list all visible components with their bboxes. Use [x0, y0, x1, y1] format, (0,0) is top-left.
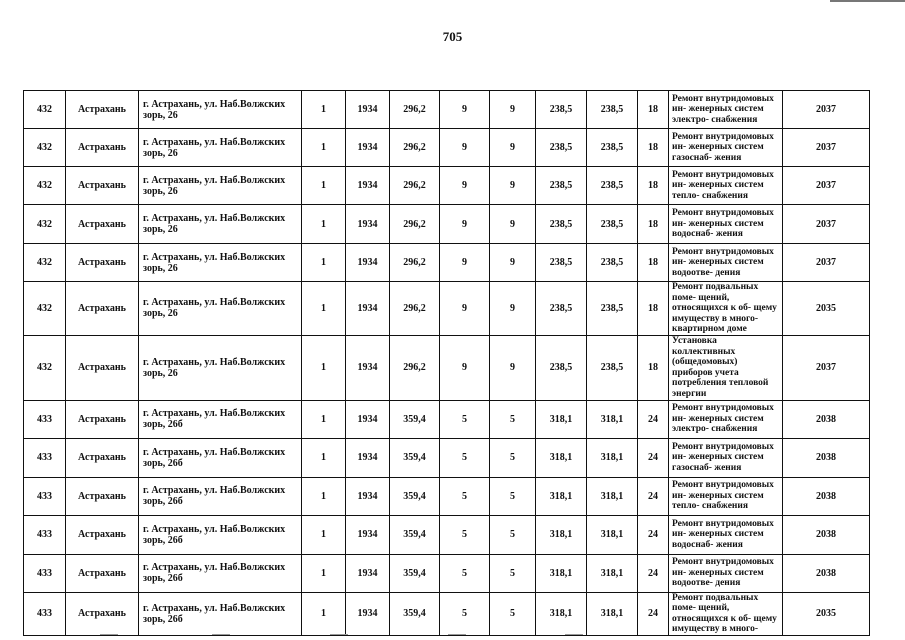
cell-city: Астрахань: [66, 400, 139, 438]
cell-year: 1934: [346, 554, 390, 592]
cell-plan-year: 2038: [783, 515, 870, 554]
cell-year: 1934: [346, 515, 390, 554]
table-row: [24, 592, 870, 635]
cell-plan-year: 2038: [783, 477, 870, 515]
cell-value-1: 238,5: [536, 335, 587, 400]
cell-count-4: 24: [638, 554, 669, 592]
cell-work-type: Ремонт внутридомовых ин- женерных систем водоснаб- жения: [669, 515, 783, 554]
cell-value-1: 238,5: [536, 282, 587, 336]
cell-plan-year: 2037: [783, 244, 870, 282]
cell-value-2: 318,1: [587, 515, 638, 554]
cell-count-2: 9: [440, 129, 490, 167]
cell-city: Астрахань: [66, 167, 139, 205]
cell-number: 433: [24, 400, 66, 438]
cell-value-2: 318,1: [587, 554, 638, 592]
cell-value-2: 238,5: [587, 91, 638, 129]
cell-value-2: 238,5: [587, 282, 638, 336]
cell-count-2: 5: [440, 477, 490, 515]
cell-count-4: 18: [638, 205, 669, 244]
cell-count-1: 1: [302, 438, 346, 477]
cell-work-type: Ремонт внутридомовых ин- женерных систем газоснаб- жения: [669, 438, 783, 477]
cell-number: 433: [24, 592, 66, 635]
cell-work-type: Установка коллективных (общедомовых) приборов учета потребления тепловой энергии: [669, 335, 783, 400]
table-row: [24, 282, 870, 336]
cell-area: 359,4: [390, 438, 440, 477]
cell-work-type: Ремонт внутридомовых ин- женерных систем водоснаб- жения: [669, 205, 783, 244]
cell-number: 433: [24, 438, 66, 477]
cell-value-1: 238,5: [536, 205, 587, 244]
cell-plan-year: 2035: [783, 592, 870, 635]
table-row: [24, 554, 870, 592]
table-row: [24, 438, 870, 477]
cell-address: г. Астрахань, ул. Наб.Волжских зорь, 26б: [139, 477, 302, 515]
repair-schedule-table: [23, 90, 870, 636]
cell-address: г. Астрахань, ул. Наб.Волжских зорь, 26: [139, 335, 302, 400]
cell-value-2: 318,1: [587, 400, 638, 438]
cell-count-2: 9: [440, 205, 490, 244]
cell-count-2: 5: [440, 438, 490, 477]
cell-work-type: Ремонт внутридомовых ин- женерных систем водоотве- дения: [669, 554, 783, 592]
cell-plan-year: 2037: [783, 335, 870, 400]
cell-address: г. Астрахань, ул. Наб.Волжских зорь, 26б: [139, 592, 302, 635]
cell-count-1: 1: [302, 477, 346, 515]
cell-address: г. Астрахань, ул. Наб.Волжских зорь, 26б: [139, 400, 302, 438]
cell-count-2: 9: [440, 91, 490, 129]
cell-work-type: Ремонт внутридомовых ин- женерных систем газоснаб- жения: [669, 129, 783, 167]
cell-area: 296,2: [390, 205, 440, 244]
cell-plan-year: 2038: [783, 438, 870, 477]
cell-count-3: 5: [490, 477, 536, 515]
corner-scan-mark: [830, 0, 905, 2]
cell-number: 432: [24, 129, 66, 167]
cell-number: 432: [24, 91, 66, 129]
cell-year: 1934: [346, 167, 390, 205]
cell-value-1: 238,5: [536, 91, 587, 129]
cell-value-1: 238,5: [536, 129, 587, 167]
cell-count-2: 9: [440, 167, 490, 205]
cell-city: Астрахань: [66, 129, 139, 167]
cell-city: Астрахань: [66, 515, 139, 554]
cell-count-2: 9: [440, 335, 490, 400]
cell-work-type: Ремонт внутридомовых ин- женерных систем тепло- снабжения: [669, 477, 783, 515]
table-row: [24, 335, 870, 400]
cell-plan-year: 2038: [783, 400, 870, 438]
cell-address: г. Астрахань, ул. Наб.Волжских зорь, 26: [139, 129, 302, 167]
cell-year: 1934: [346, 400, 390, 438]
cell-number: 432: [24, 282, 66, 336]
cell-count-1: 1: [302, 400, 346, 438]
cell-count-4: 18: [638, 244, 669, 282]
cell-count-4: 18: [638, 282, 669, 336]
cell-count-2: 9: [440, 282, 490, 336]
cell-count-4: 24: [638, 438, 669, 477]
cell-value-2: 238,5: [587, 129, 638, 167]
cell-count-3: 5: [490, 438, 536, 477]
table-row: [24, 400, 870, 438]
cell-count-1: 1: [302, 244, 346, 282]
cell-work-type: Ремонт внутридомовых ин- женерных систем тепло- снабжения: [669, 167, 783, 205]
cell-count-1: 1: [302, 91, 346, 129]
cell-year: 1934: [346, 129, 390, 167]
cell-value-1: 318,1: [536, 515, 587, 554]
cell-work-type: Ремонт подвальных поме- щений, относящихся к об- щему имуществу в много-: [669, 592, 783, 635]
cell-city: Астрахань: [66, 438, 139, 477]
cell-address: г. Астрахань, ул. Наб.Волжских зорь, 26: [139, 282, 302, 336]
table-body: [24, 91, 870, 636]
cell-count-3: 5: [490, 554, 536, 592]
cell-city: Астрахань: [66, 282, 139, 336]
cell-count-3: 9: [490, 91, 536, 129]
cell-work-type: Ремонт внутридомовых ин- женерных систем электро- снабжения: [669, 91, 783, 129]
cell-count-1: 1: [302, 592, 346, 635]
cell-value-2: 318,1: [587, 592, 638, 635]
cell-count-1: 1: [302, 335, 346, 400]
cell-area: 359,4: [390, 592, 440, 635]
cell-area: 296,2: [390, 335, 440, 400]
cell-count-2: 9: [440, 244, 490, 282]
cell-address: г. Астрахань, ул. Наб.Волжских зорь, 26: [139, 167, 302, 205]
cell-count-1: 1: [302, 554, 346, 592]
cell-number: 432: [24, 335, 66, 400]
cell-count-4: 18: [638, 91, 669, 129]
cell-count-3: 9: [490, 205, 536, 244]
cell-area: 359,4: [390, 400, 440, 438]
cell-number: 432: [24, 205, 66, 244]
cell-year: 1934: [346, 335, 390, 400]
cell-address: г. Астрахань, ул. Наб.Волжских зорь, 26б: [139, 515, 302, 554]
cell-area: 359,4: [390, 554, 440, 592]
cell-plan-year: 2038: [783, 554, 870, 592]
cell-count-3: 9: [490, 244, 536, 282]
cell-count-3: 9: [490, 167, 536, 205]
cell-count-3: 9: [490, 282, 536, 336]
cell-value-1: 318,1: [536, 400, 587, 438]
cell-count-3: 5: [490, 515, 536, 554]
cell-city: Астрахань: [66, 554, 139, 592]
cell-city: Астрахань: [66, 205, 139, 244]
cell-plan-year: 2037: [783, 91, 870, 129]
cell-number: 433: [24, 515, 66, 554]
cell-year: 1934: [346, 592, 390, 635]
cell-year: 1934: [346, 91, 390, 129]
cell-count-1: 1: [302, 129, 346, 167]
cell-address: г. Астрахань, ул. Наб.Волжских зорь, 26б: [139, 554, 302, 592]
cell-area: 296,2: [390, 167, 440, 205]
cell-count-4: 18: [638, 129, 669, 167]
cell-area: 296,2: [390, 282, 440, 336]
cell-count-4: 18: [638, 167, 669, 205]
table-row: [24, 129, 870, 167]
cell-value-2: 318,1: [587, 477, 638, 515]
table-row: [24, 205, 870, 244]
table-row: [24, 167, 870, 205]
cell-plan-year: 2035: [783, 282, 870, 336]
bottom-scan-marks: [0, 634, 905, 640]
cell-year: 1934: [346, 244, 390, 282]
cell-number: 432: [24, 244, 66, 282]
table-row: [24, 244, 870, 282]
cell-value-1: 238,5: [536, 167, 587, 205]
cell-count-2: 5: [440, 592, 490, 635]
cell-area: 296,2: [390, 129, 440, 167]
cell-plan-year: 2037: [783, 129, 870, 167]
cell-year: 1934: [346, 205, 390, 244]
cell-city: Астрахань: [66, 477, 139, 515]
cell-count-4: 18: [638, 335, 669, 400]
cell-value-2: 238,5: [587, 167, 638, 205]
cell-value-2: 238,5: [587, 205, 638, 244]
cell-count-3: 9: [490, 129, 536, 167]
cell-count-4: 24: [638, 592, 669, 635]
cell-count-4: 24: [638, 400, 669, 438]
cell-value-1: 318,1: [536, 592, 587, 635]
cell-work-type: Ремонт подвальных поме- щений, относящихся к об- щему имуществу в много- квартирном доме: [669, 282, 783, 336]
page-number: 705: [442, 29, 463, 44]
cell-area: 296,2: [390, 91, 440, 129]
cell-count-3: 5: [490, 400, 536, 438]
cell-count-4: 24: [638, 477, 669, 515]
table-row: [24, 477, 870, 515]
cell-count-3: 5: [490, 592, 536, 635]
cell-city: Астрахань: [66, 592, 139, 635]
cell-area: 359,4: [390, 477, 440, 515]
cell-area: 359,4: [390, 515, 440, 554]
cell-city: Астрахань: [66, 335, 139, 400]
cell-value-1: 318,1: [536, 554, 587, 592]
cell-value-2: 238,5: [587, 244, 638, 282]
table-row: [24, 91, 870, 129]
cell-count-1: 1: [302, 167, 346, 205]
cell-count-3: 9: [490, 335, 536, 400]
cell-area: 296,2: [390, 244, 440, 282]
cell-plan-year: 2037: [783, 205, 870, 244]
cell-address: г. Астрахань, ул. Наб.Волжских зорь, 26: [139, 205, 302, 244]
cell-count-1: 1: [302, 205, 346, 244]
cell-city: Астрахань: [66, 91, 139, 129]
cell-address: г. Астрахань, ул. Наб.Волжских зорь, 26: [139, 91, 302, 129]
cell-value-1: 318,1: [536, 438, 587, 477]
cell-work-type: Ремонт внутридомовых ин- женерных систем электро- снабжения: [669, 400, 783, 438]
cell-count-1: 1: [302, 515, 346, 554]
cell-plan-year: 2037: [783, 167, 870, 205]
cell-number: 433: [24, 554, 66, 592]
cell-work-type: Ремонт внутридомовых ин- женерных систем водоотве- дения: [669, 244, 783, 282]
cell-value-2: 318,1: [587, 438, 638, 477]
cell-count-1: 1: [302, 282, 346, 336]
cell-count-2: 5: [440, 400, 490, 438]
cell-count-2: 5: [440, 515, 490, 554]
cell-address: г. Астрахань, ул. Наб.Волжских зорь, 26: [139, 244, 302, 282]
cell-value-2: 238,5: [587, 335, 638, 400]
table-row: [24, 515, 870, 554]
cell-count-2: 5: [440, 554, 490, 592]
cell-number: 433: [24, 477, 66, 515]
cell-number: 432: [24, 167, 66, 205]
cell-value-1: 318,1: [536, 477, 587, 515]
cell-city: Астрахань: [66, 244, 139, 282]
cell-year: 1934: [346, 282, 390, 336]
cell-address: г. Астрахань, ул. Наб.Волжских зорь, 26б: [139, 438, 302, 477]
cell-count-4: 24: [638, 515, 669, 554]
cell-year: 1934: [346, 477, 390, 515]
cell-year: 1934: [346, 438, 390, 477]
cell-value-1: 238,5: [536, 244, 587, 282]
